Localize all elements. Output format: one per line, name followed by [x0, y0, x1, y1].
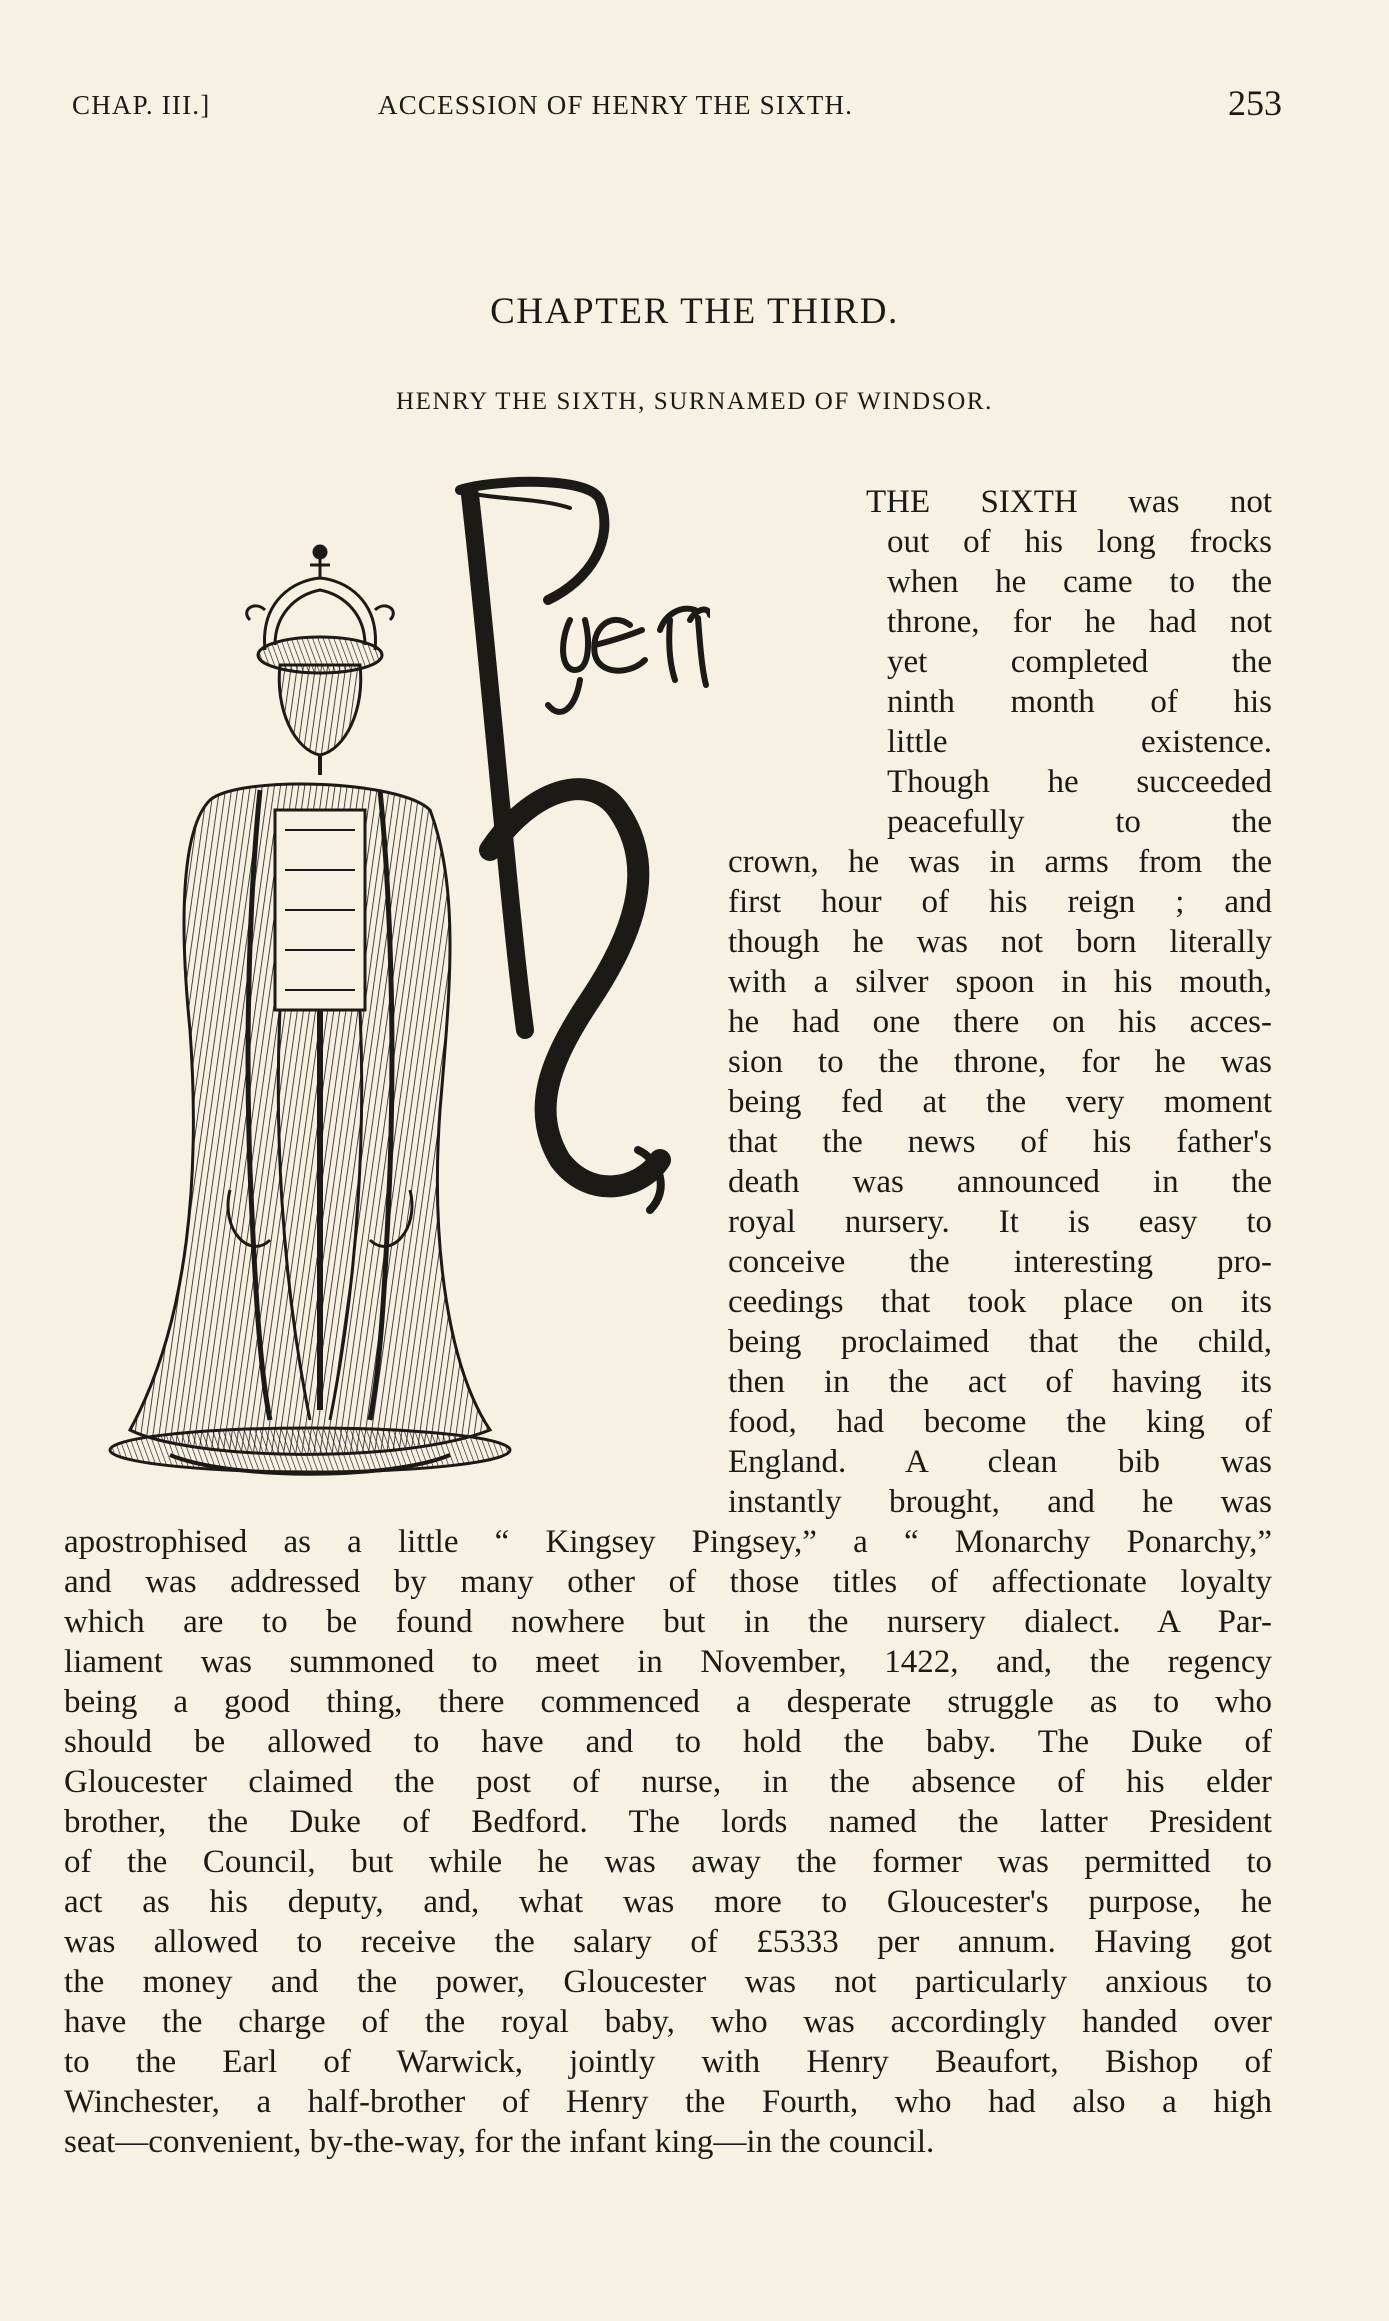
text-line: instantly brought, and he was: [728, 1484, 1272, 1520]
text-line: should be allowed to have and to hold the baby. The Duke of: [64, 1724, 1272, 1760]
text-line: being a good thing, there commenced a desperate struggle as to who: [64, 1684, 1272, 1720]
text-line: act as his deputy, and, what was more to Gloucester's purpose, he: [64, 1884, 1272, 1920]
text-line: then in the act of having its: [728, 1364, 1272, 1400]
text-line: the money and the power, Gloucester was not particularly anxious to: [64, 1964, 1272, 2000]
text-line: food, had become the king of: [728, 1404, 1272, 1440]
running-head: [72, 82, 1282, 132]
chapter-marker: CHAP. III.]: [72, 90, 211, 120]
text-line: Gloucester claimed the post of nurse, in the absence of his elder: [64, 1764, 1272, 1800]
text-line: ninth month of his: [887, 684, 1272, 720]
text-line: when he came to the: [887, 564, 1272, 600]
text-line: though he was not born literally: [728, 924, 1272, 960]
text-line: apostrophised as a little “ Kingsey Pingsey,” a “ Monarchy Ponarchy,”: [64, 1524, 1272, 1560]
text-line: out of his long frocks: [887, 524, 1272, 560]
text-line: was allowed to receive the salary of £5333 per annum. Having got: [64, 1924, 1272, 1960]
text-line: being fed at the very moment: [728, 1084, 1272, 1120]
text-line: first hour of his reign ; and: [728, 884, 1272, 920]
text-line: he had one there on his acces-: [728, 1004, 1272, 1040]
text-line: peacefully to the: [887, 804, 1272, 840]
text-line: of the Council, but while he was away the former was permitted to: [64, 1844, 1272, 1880]
text-line: throne, for he had not: [887, 604, 1272, 640]
text-line: seat—convenient, by-the-way, for the infant king—in the council.: [64, 2124, 935, 2160]
chapter-title: CHAPTER THE THIRD.: [490, 291, 899, 332]
text-line: liament was summoned to meet in November, 1422, and, the regency: [64, 1644, 1272, 1680]
robe: [110, 784, 510, 1474]
text-line: with a silver spoon in his mouth,: [728, 964, 1272, 1000]
text-line: brother, the Duke of Bedford. The lords named the latter President: [64, 1804, 1272, 1840]
text-line: royal nursery. It is easy to: [728, 1204, 1272, 1240]
head: [279, 665, 361, 775]
text-line: ceedings that took place on its: [728, 1284, 1272, 1320]
text-line: and was addressed by many other of those titles of affectionate loyalty: [64, 1564, 1272, 1600]
crown: [247, 546, 394, 673]
crowned-infant-king-icon: [70, 470, 710, 1500]
text-line: Winchester, a half-brother of Henry the Fourth, who had also a high: [64, 2084, 1272, 2120]
running-title: ACCESSION OF HENRY THE SIXTH.: [378, 90, 854, 120]
script-enry: [548, 609, 710, 712]
text-line: sion to the throne, for he was: [728, 1044, 1272, 1080]
text-line: crown, he was in arms from the: [728, 844, 1272, 880]
text-line: yet completed the: [887, 644, 1272, 680]
text-line: which are to be found nowhere but in the nursery dialect. A Par-: [64, 1604, 1272, 1640]
text-line: that the news of his father's: [728, 1124, 1272, 1160]
text-line: being proclaimed that the child,: [728, 1324, 1272, 1360]
text-line: conceive the interesting pro-: [728, 1244, 1272, 1280]
page-number: 253: [1228, 83, 1282, 123]
text-line: Though he succeeded: [887, 764, 1272, 800]
text-line: England. A clean bib was: [728, 1444, 1272, 1480]
text-line: have the charge of the royal baby, who was accordingly handed over: [64, 2004, 1272, 2040]
initial-letter-h: [460, 482, 661, 1210]
illustration-henry-initial: [70, 470, 710, 1500]
text-line: to the Earl of Warwick, jointly with Henry Beaufort, Bishop of: [64, 2044, 1272, 2080]
text-line: little existence.: [887, 724, 1272, 760]
text-line: THE SIXTH was not: [866, 484, 1272, 520]
text-line: death was announced in the: [728, 1164, 1272, 1200]
chapter-subtitle: HENRY THE SIXTH, SURNAMED OF WINDSOR.: [396, 388, 993, 415]
